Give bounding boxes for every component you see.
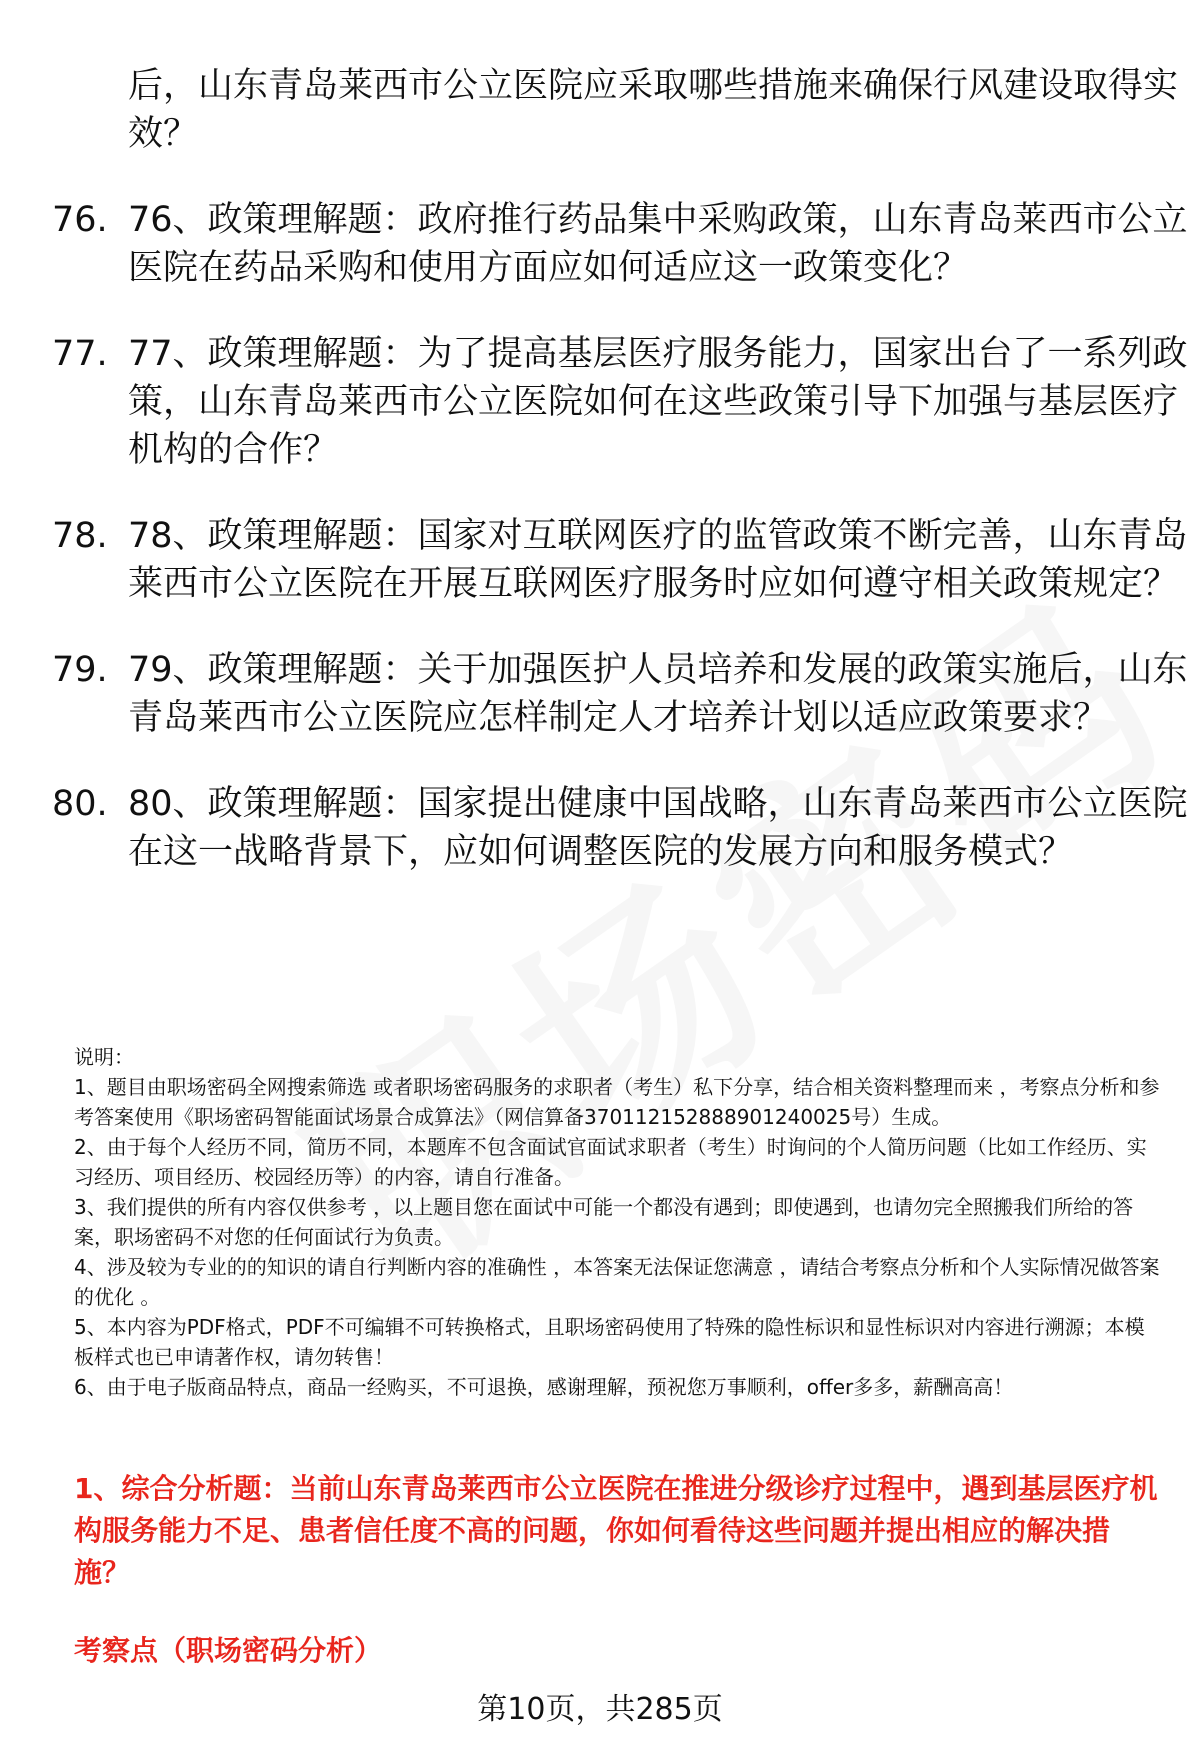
question-text: 80、政策理解题：国家提出健康中国战略，山东青岛莱西市公立医院在这一战略背景下，应如何调整医院的发展方向和服务模式？ [128,784,1188,872]
list-item [52,646,1188,742]
note-item: 6、由于电子版商品特点，商品一经购买，不可退换，感谢理解，预祝您万事顺利，offer多多，薪酬高高！ [74,1375,1014,1399]
question-text: 78、政策理解题：国家对互联网医疗的监管政策不断完善，山东青岛莱西市公立医院在开展互联网医疗服务时应如何遵守相关政策规定？ [128,516,1188,604]
list-item [52,62,1179,158]
notes-section [74,1042,1160,1402]
note-item: 1、题目由职场密码全网搜索筛选 或者职场密码服务的求职者（考生）私下分享，结合相关资料整理而来 ，考察点分析和参考答案使用《职场密码智能面试场景合成算法》（网信算备370112152888901240025号）生成。 [74,1075,1160,1129]
note-item: 3、我们提供的所有内容仅供参考 ，以上题目您在面试中可能一个都没有遇到；即使遇到，也请勿完全照搬我们所给的答案，职场密码不对您的任何面试行为负责。 [74,1195,1134,1249]
notes-heading: 说明： [74,1045,134,1069]
question-list [52,62,1188,914]
list-item [52,330,1188,474]
analysis-subheading: 考察点（职场密码分析） [74,1634,383,1667]
question-number: 76. [52,200,108,240]
question-number: 80. [52,784,108,824]
list-item [52,512,1188,608]
highlighted-question: 1、综合分析题：当前山东青岛莱西市公立医院在推进分级诊疗过程中，遇到基层医疗机构服务能力不足、患者信任度不高的问题，你如何看待这些问题并提出相应的解决措施？ [74,1472,1158,1589]
question-text: 79、政策理解题：关于加强医护人员培养和发展的政策实施后，山东青岛莱西市公立医院应怎样制定人才培养计划以适应政策要求？ [128,650,1188,738]
list-item [52,780,1188,876]
question-text: 后，山东青岛莱西市公立医院应采取哪些措施来确保行风建设取得实效？ [128,66,1179,154]
question-number: 79. [52,650,108,690]
note-item: 4、涉及较为专业的的知识的请自行判断内容的准确性 ，本答案无法保证您满意 ，请结合考察点分析和个人实际情况做答案的优化 。 [74,1255,1160,1309]
question-text: 76、政策理解题：政府推行药品集中采购政策，山东青岛莱西市公立医院在药品采购和使用方面应如何适应这一政策变化？ [128,200,1188,288]
note-item: 5、本内容为PDF格式，PDF不可编辑不可转换格式，且职场密码使用了特殊的隐性标识和显性标识对内容进行溯源；本模板样式也已申请著作权，请勿转售！ [74,1315,1145,1369]
question-number: 77. [52,334,108,374]
note-item: 2、由于每个人经历不同，简历不同，本题库不包含面试官面试求职者（考生）时询问的个人简历问题（比如工作经历、实习经历、项目经历、校园经历等）的内容，请自行准备。 [74,1135,1147,1189]
question-text: 77、政策理解题：为了提高基层医疗服务能力，国家出台了一系列政策，山东青岛莱西市公立医院如何在这些政策引导下加强与基层医疗机构的合作？ [128,334,1188,470]
page-number: 第10页，共285页 [477,1692,723,1727]
list-item [52,196,1188,292]
question-number: 78. [52,516,108,556]
